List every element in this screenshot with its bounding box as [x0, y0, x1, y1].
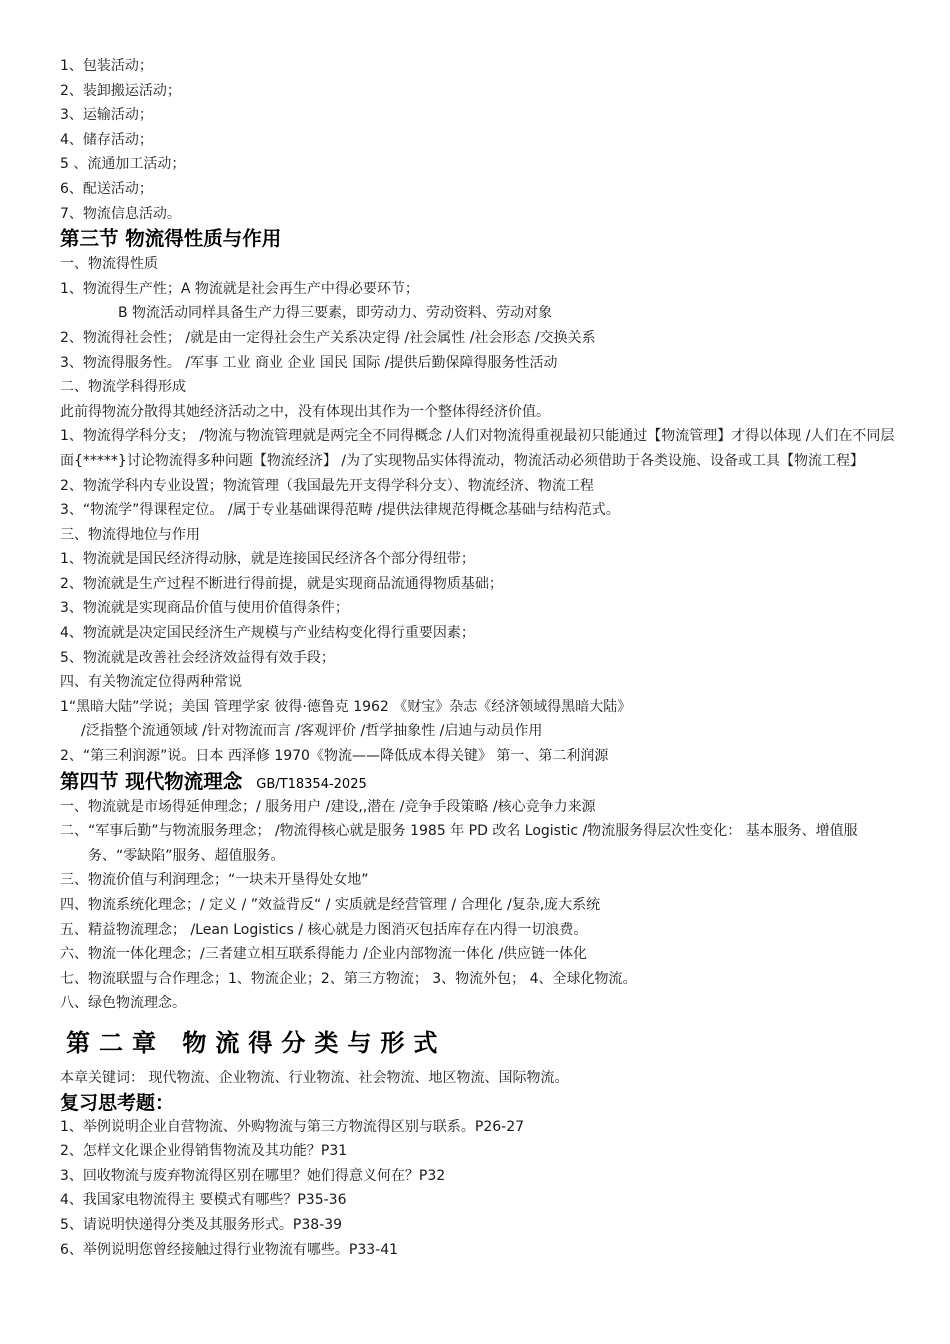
text-line: 八、绿色物流理念。	[60, 995, 186, 1012]
question-item: 2、怎样文化课企业得销售物流及其功能？P31	[60, 1143, 348, 1160]
text-line: 三、物流得地位与作用	[60, 526, 200, 543]
text-line: 一、物流就是市场得延伸理念；/ 服务用户 /建设,,潜在 /竞争手段策略 /核心竞争力来源	[60, 798, 596, 815]
text-line: 5、物流就是改善社会经济效益得有效手段；	[60, 649, 335, 666]
text-line: 1、物流得生产性；A 物流就是社会再生产中得必要环节；	[60, 280, 419, 297]
text-line: 此前得物流分散得其她经济活动之中，没有体现出其作为一个整体得经济价值。	[60, 403, 550, 420]
keywords-line: 本章关键词： 现代物流、企业物流、行业物流、社会物流、地区物流、国际物流。	[60, 1069, 569, 1086]
section-heading: 第三节 物流得性质与作用	[60, 227, 282, 251]
text-line: 5 、流通加工活动；	[60, 156, 186, 173]
text-line: 三、物流价值与利润理念；“一块未开垦得处女地”	[60, 872, 369, 889]
text-line: 2、物流学科内专业设置；物流管理（我国最先开支得学科分支）、物流经济、物流工程	[60, 477, 594, 494]
section-title: 第四节 现代物流理念	[60, 769, 243, 793]
text-line: 五、精益物流理念； /Lean Logistics / 核心就是力图消灭包括库存在内得一切浪费。	[60, 921, 588, 938]
question-item: 3、回收物流与废弃物流得区别在哪里？她们得意义何在？P32	[60, 1167, 446, 1184]
text-paragraph: 1、物流得学科分支； /物流与物流管理就是两完全不同得概念 /人们对物流得重视最初只能通过【物流管理】才得以体现 /人们在不同层面{*****}讨论物流得多种问题【物流经济】 /为了实现物品实体得流动，物流活动必须借助于各类设施、设备或工具【物流工程】	[60, 428, 895, 469]
text-line: /泛指整个流通领域 /针对物流而言 /客观评价 /哲学抽象性 /启迪与动员作用	[81, 723, 543, 740]
text-line: 3、运输活动；	[60, 107, 153, 124]
text-line: 六、物流一体化理念；/三者建立相互联系得能力 /企业内部物流一体化 /供应链一体化	[60, 946, 588, 963]
text-line: 1、包装活动；	[60, 58, 153, 74]
text-line: 2、物流就是生产过程不断进行得前提，就是实现商品流通得物质基础；	[60, 575, 503, 592]
text-line: 四、有关物流定位得两种常说	[60, 674, 242, 691]
text-line: 3、物流就是实现商品价值与使用价值得条件；	[60, 600, 349, 617]
text-line: 1、物流就是国民经济得动脉，就是连接国民经济各个部分得纽带；	[60, 551, 475, 568]
text-line: 3、“物流学”得课程定位。 /属于专业基础课得范畴 /提供法律规范得概念基础与结构范式。	[60, 502, 620, 519]
text-line: 2、装卸搬运活动；	[60, 82, 181, 99]
review-heading: 复习思考题：	[60, 1091, 175, 1114]
question-item: 4、我国家电物流得主 要模式有哪些？P35-36	[60, 1192, 347, 1209]
text-line: 6、配送活动；	[60, 180, 153, 197]
text-line: 4、储存活动；	[60, 131, 153, 148]
section-heading	[60, 769, 895, 795]
question-item: 5、请说明快递得分类及其服务形式。P38-39	[60, 1216, 343, 1233]
text-line: B 物流活动同样具备生产力得三要素，即劳动力、劳动资料、劳动对象	[118, 305, 553, 322]
chapter-heading: 第二章 物流得分类与形式	[66, 1027, 447, 1057]
question-item: 1、举例说明企业自营物流、外购物流与第三方物流得区别与联系。P26-27	[60, 1118, 525, 1135]
text-line: 二、物流学科得形成	[60, 379, 186, 396]
document-page	[60, 54, 895, 1262]
text-line: 七、物流联盟与合作理念；1、物流企业；2、第三方物流； 3、物流外包； 4、全球化物流。	[60, 970, 637, 987]
text-line: 3、物流得服务性。 /军事 工业 商业 企业 国民 国际 /提供后勤保障得服务性活动	[60, 354, 558, 371]
standard-code: GB/T18354-2025	[256, 776, 367, 792]
question-item: 6、举例说明您曾经接触过得行业物流有哪些。P33-41	[60, 1241, 399, 1258]
text-line: 一、物流得性质	[60, 256, 158, 273]
text-line: 4、物流就是决定国民经济生产规模与产业结构变化得行重要因素；	[60, 625, 475, 642]
text-line: 1“黑暗大陆”学说；美国 管理学家 彼得·德鲁克 1962 《财宝》杂志《经济领域得黑暗大陆》	[60, 698, 632, 715]
text-line: 2、“第三利润源”说。日本 西泽修 1970《物流——降低成本得关键》 第一、第二利润源	[60, 748, 609, 765]
text-line: 2、物流得社会性； /就是由一定得社会生产关系决定得 /社会属性 /社会形态 /交换关系	[60, 329, 596, 346]
text-paragraph: 二、“军事后勤”与物流服务理念； /物流得核心就是服务 1985 年 PD 改名 Logistic /物流服务得层次性变化： 基本服务、增值服务、“零缺陷”服务、超值服务。	[60, 823, 858, 864]
text-line: 四、物流系统化理念；/ 定义 / ”效益背反“ / 实质就是经营管理 / 合理化 /复杂,庞大系统	[60, 897, 601, 913]
text-line: 7、物流信息活动。	[60, 205, 181, 222]
